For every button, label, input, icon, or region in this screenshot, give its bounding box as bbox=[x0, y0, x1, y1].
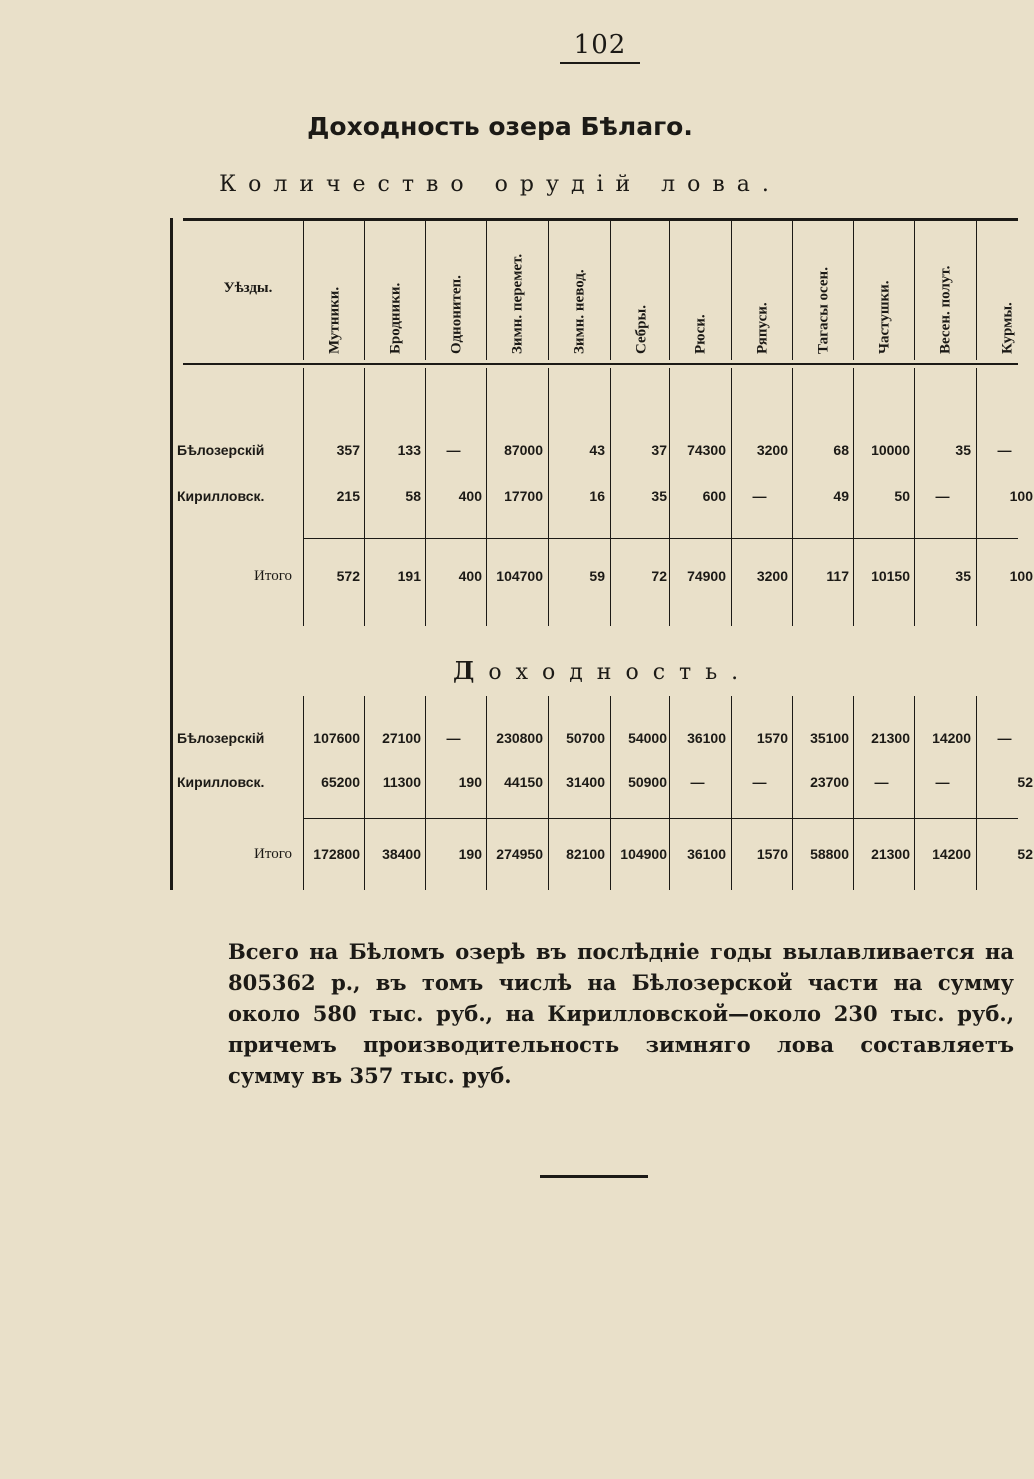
table-cell: 274950 bbox=[496, 846, 543, 862]
table-cell: 572 bbox=[336, 568, 360, 584]
table-cell: 17700 bbox=[504, 488, 543, 504]
table-cell: 215 bbox=[336, 488, 360, 504]
table-cell: 59 bbox=[589, 568, 605, 584]
table-cell: 27100 bbox=[382, 730, 421, 746]
column-header-label: Курмы. bbox=[999, 302, 1015, 354]
district-row-label: Кирилловск. bbox=[177, 488, 265, 504]
table-cell: 11300 bbox=[382, 774, 421, 790]
table-cell: 35 bbox=[955, 442, 971, 458]
table-cell: — bbox=[446, 442, 461, 458]
column-header-label: Рюси. bbox=[692, 314, 708, 354]
table-cell: 16 bbox=[589, 488, 605, 504]
table-cell: — bbox=[690, 774, 705, 790]
district-row-label: Бѣлозерскій bbox=[177, 442, 265, 458]
table-cell: 100 bbox=[1009, 488, 1033, 504]
table-cell: 400 bbox=[458, 568, 482, 584]
income-total-rule bbox=[303, 818, 1018, 819]
summary-paragraph: Всего на Бѣломъ озерѣ въ послѣдніе годы вылавливается на 805362 р., въ томъ числѣ на Бѣлозерской части на сумму около 580 тыс. руб., на Кирилловской—около 230 тыс. руб., причемъ производительность зимняго лова составляетъ сумму въ 357 тыс. руб. bbox=[228, 939, 1014, 1088]
table-cell: 50700 bbox=[566, 730, 605, 746]
table-cell: — bbox=[874, 774, 889, 790]
table-cell: 104700 bbox=[496, 568, 543, 584]
table-cell: 58800 bbox=[810, 846, 849, 862]
column-header bbox=[669, 220, 731, 360]
table-cell: — bbox=[752, 774, 767, 790]
column-header bbox=[731, 220, 793, 360]
table-cell: 190 bbox=[458, 846, 482, 862]
column-header-label: Мутники. bbox=[326, 286, 342, 354]
fishing-table bbox=[170, 218, 1033, 890]
table-subtitle: Количество орудій лова. bbox=[219, 172, 781, 197]
column-header bbox=[853, 220, 915, 360]
district-row-label: Бѣлозерскій bbox=[177, 730, 265, 746]
table-cell: — bbox=[752, 488, 767, 504]
table-cell: 23700 bbox=[810, 774, 849, 790]
table-cell: — bbox=[446, 730, 461, 746]
table-cell: — bbox=[997, 730, 1012, 746]
table-cell: 49 bbox=[833, 488, 849, 504]
column-header-label: Ряпуси. bbox=[754, 302, 770, 354]
column-header-label: Тагасы осен. bbox=[815, 267, 831, 354]
table-cell: 21300 bbox=[871, 730, 910, 746]
table-cell: 14200 bbox=[932, 730, 971, 746]
table-cell: 43 bbox=[589, 442, 605, 458]
table-cell: 10150 bbox=[871, 568, 910, 584]
table-cell: 35100 bbox=[810, 730, 849, 746]
table-cell: 35 bbox=[955, 568, 971, 584]
page-number: 102 bbox=[560, 30, 640, 64]
table-cell: — bbox=[997, 442, 1012, 458]
column-header-label: Бродники. bbox=[387, 282, 403, 354]
column-header-label: Весен. полут. bbox=[937, 265, 953, 354]
table-cell: 87000 bbox=[504, 442, 543, 458]
table-header-rule bbox=[183, 363, 1018, 365]
table-cell: 36100 bbox=[687, 730, 726, 746]
table-cell: 3200 bbox=[756, 568, 788, 584]
table-cell: 133 bbox=[397, 442, 421, 458]
column-header bbox=[486, 220, 548, 360]
table-cell: 31400 bbox=[566, 774, 605, 790]
column-header bbox=[303, 220, 365, 360]
column-header-label: Зимн. невод. bbox=[571, 269, 587, 354]
table-cell: 104900 bbox=[620, 846, 667, 862]
table-cell: 190 bbox=[458, 774, 482, 790]
table-cell: 72 bbox=[651, 568, 667, 584]
column-header-label: Себры. bbox=[633, 305, 649, 354]
table-cell: 117 bbox=[826, 568, 849, 584]
table-cell: 44150 bbox=[504, 774, 543, 790]
column-header bbox=[610, 220, 672, 360]
table-cell: 21300 bbox=[871, 846, 910, 862]
table-cell: 52 bbox=[1017, 774, 1033, 790]
count-total-rule bbox=[303, 538, 1018, 539]
table-cell: 50900 bbox=[628, 774, 667, 790]
table-cell: 600 bbox=[702, 488, 726, 504]
table-cell: — bbox=[935, 488, 950, 504]
table-cell: 10000 bbox=[871, 442, 910, 458]
column-header bbox=[364, 220, 426, 360]
table-cell: — bbox=[935, 774, 950, 790]
table-cell: 172800 bbox=[313, 846, 360, 862]
page-title: Доходность озера Бѣлаго. bbox=[307, 112, 693, 141]
end-rule bbox=[540, 1175, 648, 1178]
income-section-title: Доходность. bbox=[453, 656, 753, 685]
table-cell: 58 bbox=[405, 488, 421, 504]
table-cell: 14200 bbox=[932, 846, 971, 862]
table-cell: 54000 bbox=[628, 730, 667, 746]
column-header bbox=[425, 220, 487, 360]
table-cell: 74900 bbox=[687, 568, 726, 584]
column-header bbox=[976, 220, 1034, 360]
table-cell: 82100 bbox=[566, 846, 605, 862]
column-header-label: Частушки. bbox=[876, 280, 892, 354]
total-row-label: Итого bbox=[254, 568, 292, 584]
table-cell: 74300 bbox=[687, 442, 726, 458]
table-cell: 1570 bbox=[756, 846, 788, 862]
table-cell: 230800 bbox=[496, 730, 543, 746]
table-cell: 35 bbox=[651, 488, 667, 504]
table-cell: 191 bbox=[397, 568, 421, 584]
column-header bbox=[792, 220, 854, 360]
table-cell: 3200 bbox=[756, 442, 788, 458]
row-header: Уѣзды. bbox=[223, 280, 273, 296]
table-cell: 38400 bbox=[382, 846, 421, 862]
total-row-label: Итого bbox=[254, 846, 292, 862]
table-cell: 107600 bbox=[313, 730, 360, 746]
table-cell: 37 bbox=[651, 442, 667, 458]
table-cell: 100 bbox=[1009, 568, 1033, 584]
district-row-label: Кирилловск. bbox=[177, 774, 265, 790]
table-cell: 400 bbox=[458, 488, 482, 504]
table-cell: 65200 bbox=[321, 774, 360, 790]
column-header bbox=[914, 220, 976, 360]
table-cell: 1570 bbox=[756, 730, 788, 746]
table-cell: 52 bbox=[1017, 846, 1033, 862]
table-cell: 36100 bbox=[687, 846, 726, 862]
column-header bbox=[548, 220, 610, 360]
table-cell: 357 bbox=[336, 442, 360, 458]
column-header-label: Однонитеп. bbox=[448, 275, 464, 354]
column-header-label: Зимн. перемет. bbox=[509, 253, 525, 354]
table-cell: 50 bbox=[894, 488, 910, 504]
table-cell: 68 bbox=[833, 442, 849, 458]
